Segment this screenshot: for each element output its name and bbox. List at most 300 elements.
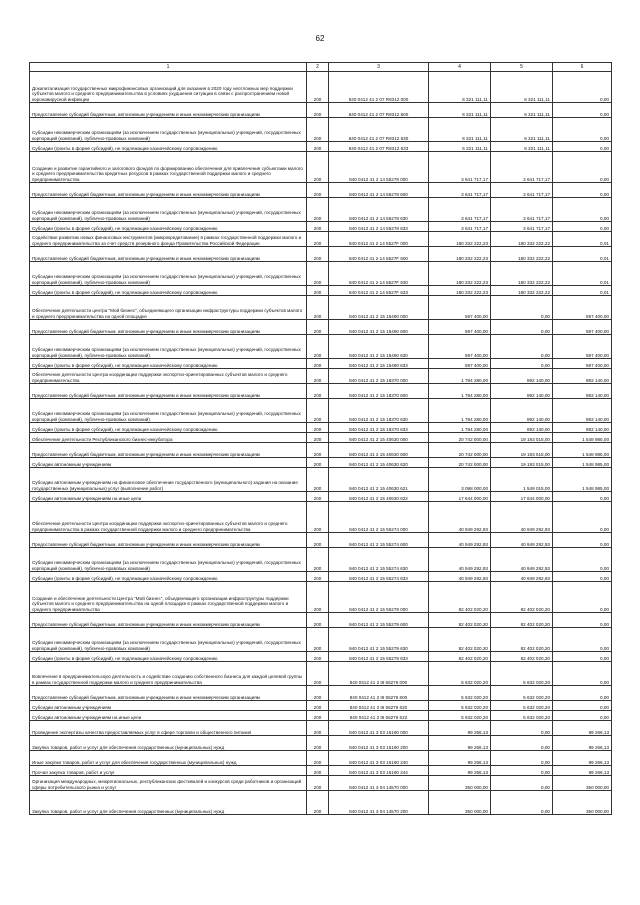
- row-remainder-cell: 99 266,13: [553, 751, 612, 766]
- row-classification-code-cell: 840 0412 41 2 I8 55276 600: [329, 686, 429, 701]
- budget-table-container: [29, 62, 611, 815]
- row-executed-amount-cell: 0,00: [491, 296, 553, 320]
- row-executed-amount-cell: 5 632 020,20: [491, 711, 553, 721]
- row-admin-code-cell: 200: [307, 711, 329, 721]
- row-description-cell: Организация международных, межрегиональных, республиканских фестивалей и конкурсов среди работников и организаций сферы потребительского рынка и услуг: [30, 776, 307, 791]
- row-approved-amount-cell: 40 949 292,93: [429, 533, 491, 548]
- row-classification-code-cell: 840 0412 41 2 07 R8312 000: [329, 72, 429, 103]
- row-remainder-cell: 350 000,00: [553, 791, 612, 815]
- row-executed-amount-cell: 19 193 015,00: [491, 443, 553, 458]
- row-remainder-cell: 0,00: [553, 72, 612, 103]
- row-executed-amount-cell: 0,00: [491, 751, 553, 766]
- row-remainder-cell: 0,00: [553, 492, 612, 502]
- row-remainder-cell: 0,00: [553, 222, 612, 232]
- row-executed-amount-cell: 82 402 020,20: [491, 628, 553, 652]
- row-classification-code-cell: 840 0412 41 2 14 5527F 000: [329, 232, 429, 247]
- row-classification-code-cell: 840 0412 41 2 15 55274 630: [329, 548, 429, 572]
- row-executed-amount-cell: 82 402 020,20: [491, 582, 553, 613]
- row-admin-code-cell: 200: [307, 335, 329, 359]
- row-remainder-cell: 597 400,00: [553, 335, 612, 359]
- row-remainder-cell: 1 548 985,00: [553, 443, 612, 458]
- row-description-cell: Предоставление субсидий бюджетным, автономным учреждениям и иным некоммерческим организациям: [30, 320, 307, 335]
- row-classification-code-cell: 840 0412 41 2 15 55279 633: [329, 652, 429, 662]
- table-row: [30, 118, 612, 142]
- row-description-cell: Предоставление субсидий бюджетным, автономным учреждениям и иным некоммерческим организациям: [30, 686, 307, 701]
- row-remainder-cell: 1 548 985,00: [553, 468, 612, 492]
- table-row: [30, 384, 612, 399]
- row-classification-code-cell: 840 0412 41 2 15 18370 633: [329, 423, 429, 433]
- table-row: [30, 492, 612, 502]
- row-remainder-cell: 0,00: [553, 198, 612, 222]
- row-classification-code-cell: 840 0412 41 2 15 55279 630: [329, 628, 429, 652]
- row-description-cell: Содействие развитию новых финансовых инструментов (микрокредитование) в рамках государственной поддержки малого и среднего предпринимательства за счет средств резервного фонда Правительства Российской Федерации: [30, 232, 307, 247]
- table-row: [30, 766, 612, 776]
- row-admin-code-cell: 200: [307, 222, 329, 232]
- row-executed-amount-cell: 6 321 111,11: [491, 118, 553, 142]
- row-remainder-cell: 0,00: [553, 103, 612, 118]
- row-executed-amount-cell: 0,00: [491, 736, 553, 751]
- row-remainder-cell: 0,00: [553, 686, 612, 701]
- table-row: [30, 776, 612, 791]
- table-row: [30, 613, 612, 628]
- row-remainder-cell: 0,00: [553, 533, 612, 548]
- table-row: [30, 152, 612, 183]
- row-executed-amount-cell: 6 321 111,11: [491, 72, 553, 103]
- row-approved-amount-cell: 1 784 280,00: [429, 423, 491, 433]
- row-description-cell: Прочая закупка товаров, работ и услуг: [30, 766, 307, 776]
- row-description-cell: Субсидии (гранты в форме субсидий), не подлежащие казначейскому сопровождению: [30, 652, 307, 662]
- row-classification-code-cell: 840 0412 41 2 15 18370 600: [329, 384, 429, 399]
- row-approved-amount-cell: 597 400,00: [429, 320, 491, 335]
- row-description-cell: Субсидии некоммерческим организациям (за исключением государственных (муниципальных) учреждений, государственных корпораций (компаний), публично-правовых компаний): [30, 198, 307, 222]
- row-approved-amount-cell: 82 402 020,20: [429, 628, 491, 652]
- table-row: [30, 423, 612, 433]
- row-remainder-cell: 350 000,00: [553, 776, 612, 791]
- table-row: [30, 359, 612, 369]
- row-approved-amount-cell: 180 332 222,23: [429, 247, 491, 262]
- row-admin-code-cell: 200: [307, 152, 329, 183]
- row-description-cell: Субсидии некоммерческим организациям (за исключением государственных (муниципальных) учреждений, государственных корпораций (компаний), публично-правовых компаний): [30, 118, 307, 142]
- row-remainder-cell: 0,00: [553, 142, 612, 152]
- row-approved-amount-cell: 40 949 292,93: [429, 548, 491, 572]
- row-executed-amount-cell: 0,00: [491, 791, 553, 815]
- row-executed-amount-cell: 0,00: [491, 359, 553, 369]
- row-approved-amount-cell: 5 632 020,20: [429, 686, 491, 701]
- row-classification-code-cell: 840 0412 41 2 15 18370 630: [329, 399, 429, 423]
- table-header-row: [30, 63, 612, 72]
- row-remainder-cell: 892 140,00: [553, 384, 612, 399]
- row-description-cell: Обеспечение деятельности центра "Мой бизнес", объединяющего организации инфраструктуры поддержки субъектов малого и среднего предпринимательства на одной площадке: [30, 296, 307, 320]
- row-remainder-cell: 1 548 985,00: [553, 458, 612, 468]
- row-classification-code-cell: 840 0412 41 3 03 15190 240: [329, 751, 429, 766]
- row-admin-code-cell: 200: [307, 72, 329, 103]
- row-admin-code-cell: 200: [307, 232, 329, 247]
- table-row: [30, 247, 612, 262]
- row-description-cell: Предоставление субсидий бюджетным, автономным учреждениям и иным некоммерческим организациям: [30, 183, 307, 198]
- row-approved-amount-cell: 3 641 717,17: [429, 152, 491, 183]
- row-executed-amount-cell: 0,00: [491, 335, 553, 359]
- row-executed-amount-cell: 3 641 717,17: [491, 222, 553, 232]
- column-header: 3: [329, 63, 429, 72]
- row-approved-amount-cell: 6 321 111,11: [429, 72, 491, 103]
- row-executed-amount-cell: 6 321 111,11: [491, 142, 553, 152]
- row-approved-amount-cell: 17 644 000,00: [429, 492, 491, 502]
- table-row: [30, 652, 612, 662]
- row-executed-amount-cell: 180 332 222,22: [491, 262, 553, 286]
- row-description-cell: Субсидии автономным учреждениям: [30, 701, 307, 711]
- row-admin-code-cell: 200: [307, 286, 329, 296]
- row-admin-code-cell: 200: [307, 399, 329, 423]
- row-admin-code-cell: 200: [307, 751, 329, 766]
- row-classification-code-cell: 840 0412 41 2 07 R8312 633: [329, 142, 429, 152]
- row-remainder-cell: 0,00: [553, 711, 612, 721]
- row-approved-amount-cell: 6 321 111,11: [429, 142, 491, 152]
- row-remainder-cell: 0,01: [553, 247, 612, 262]
- row-executed-amount-cell: 892 140,00: [491, 384, 553, 399]
- row-remainder-cell: 0,00: [553, 628, 612, 652]
- table-row: [30, 72, 612, 103]
- row-admin-code-cell: 200: [307, 548, 329, 572]
- row-approved-amount-cell: 3 641 717,17: [429, 183, 491, 198]
- row-executed-amount-cell: 180 332 222,22: [491, 232, 553, 247]
- row-remainder-cell: 0,00: [553, 572, 612, 582]
- row-admin-code-cell: 200: [307, 433, 329, 443]
- table-row: [30, 433, 612, 443]
- row-description-cell: Субсидии (гранты в форме субсидий), не подлежащие казначейскому сопровождению: [30, 359, 307, 369]
- row-description-cell: Субсидии (гранты в форме субсидий), не подлежащие казначейскому сопровождению: [30, 572, 307, 582]
- table-row: [30, 502, 612, 533]
- row-remainder-cell: 0,01: [553, 232, 612, 247]
- row-approved-amount-cell: 5 632 020,20: [429, 701, 491, 711]
- table-row: [30, 369, 612, 384]
- row-classification-code-cell: 840 0412 41 2 14 5527F 630: [329, 262, 429, 286]
- row-classification-code-cell: 840 0412 41 2 14 55278 630: [329, 198, 429, 222]
- row-approved-amount-cell: 82 402 020,20: [429, 582, 491, 613]
- row-approved-amount-cell: 597 400,00: [429, 359, 491, 369]
- row-classification-code-cell: 840 0412 41 2 15 55279 600: [329, 613, 429, 628]
- table-row: [30, 443, 612, 458]
- row-admin-code-cell: 200: [307, 247, 329, 262]
- row-executed-amount-cell: 892 140,00: [491, 399, 553, 423]
- table-row: [30, 262, 612, 286]
- row-approved-amount-cell: 3 641 717,17: [429, 222, 491, 232]
- row-description-cell: Создание и развитие гарантийного и залогового фондов по формированию обеспечения для привлечения субъектами малого и среднего предпринимательства кредитных ресурсов в рамках государственной поддержки малого и среднего предпринимательства: [30, 152, 307, 183]
- row-admin-code-cell: 200: [307, 766, 329, 776]
- row-admin-code-cell: 200: [307, 423, 329, 433]
- row-description-cell: Предоставление субсидий бюджетным, автономным учреждениям и иным некоммерческим организациям: [30, 613, 307, 628]
- column-header: 4: [429, 63, 491, 72]
- row-approved-amount-cell: 99 266,13: [429, 751, 491, 766]
- table-row: [30, 628, 612, 652]
- table-row: [30, 335, 612, 359]
- table-row: [30, 103, 612, 118]
- row-admin-code-cell: 200: [307, 582, 329, 613]
- row-executed-amount-cell: 3 641 717,17: [491, 183, 553, 198]
- row-description-cell: Субсидии автономным учреждениям на иные цели: [30, 492, 307, 502]
- row-approved-amount-cell: 597 400,00: [429, 335, 491, 359]
- row-approved-amount-cell: 350 000,00: [429, 791, 491, 815]
- row-classification-code-cell: 840 0412 41 2 14 55278 600: [329, 183, 429, 198]
- row-classification-code-cell: 840 0412 41 2 15 55274 600: [329, 533, 429, 548]
- row-approved-amount-cell: 99 266,13: [429, 766, 491, 776]
- row-remainder-cell: 0,00: [553, 613, 612, 628]
- row-approved-amount-cell: 20 742 000,00: [429, 443, 491, 458]
- row-classification-code-cell: 840 0412 41 3 03 15190 244: [329, 766, 429, 776]
- budget-table: [29, 62, 612, 815]
- row-classification-code-cell: 840 0412 41 3 03 15190 000: [329, 721, 429, 736]
- row-classification-code-cell: 840 0412 41 2 14 55278 633: [329, 222, 429, 232]
- row-classification-code-cell: 840 0412 41 2 15 15490 630: [329, 335, 429, 359]
- table-row: [30, 736, 612, 751]
- row-description-cell: Субсидии автономным учреждениям на иные цели: [30, 711, 307, 721]
- row-executed-amount-cell: 5 632 020,20: [491, 686, 553, 701]
- row-description-cell: Докапитализация государственных микрофинансовых организаций для оказания в 2020 году неотложных мер поддержки субъектов малого и среднего предпринимательства в условиях ухудшения ситуации в связи с распространением новой коронавирусной инфекции: [30, 72, 307, 103]
- row-description-cell: Субсидии (гранты в форме субсидий), не подлежащие казначейскому сопровождению: [30, 286, 307, 296]
- row-remainder-cell: 892 140,00: [553, 423, 612, 433]
- row-description-cell: Иные закупки товаров, работ и услуг для обеспечения государственных (муниципальных) нужд: [30, 751, 307, 766]
- row-remainder-cell: 0,00: [553, 652, 612, 662]
- row-description-cell: Субсидии (гранты в форме субсидий), не подлежащие казначейскому сопровождению: [30, 142, 307, 152]
- row-description-cell: Проведение экспертизы качества предоставляемых услуг в сфере торговли и общественного питания: [30, 721, 307, 736]
- row-approved-amount-cell: 6 321 111,11: [429, 103, 491, 118]
- column-header: 5: [491, 63, 553, 72]
- row-executed-amount-cell: 0,00: [491, 776, 553, 791]
- row-remainder-cell: 0,00: [553, 701, 612, 711]
- row-executed-amount-cell: 180 332 222,22: [491, 247, 553, 262]
- row-admin-code-cell: 200: [307, 533, 329, 548]
- row-remainder-cell: 99 266,13: [553, 736, 612, 751]
- row-executed-amount-cell: 0,00: [491, 721, 553, 736]
- row-classification-code-cell: 840 0412 41 2 15 18370 000: [329, 369, 429, 384]
- row-approved-amount-cell: 82 402 020,20: [429, 652, 491, 662]
- row-admin-code-cell: 200: [307, 776, 329, 791]
- row-approved-amount-cell: 180 332 222,23: [429, 286, 491, 296]
- row-executed-amount-cell: 1 549 015,00: [491, 468, 553, 492]
- column-header: 6: [553, 63, 612, 72]
- row-admin-code-cell: 200: [307, 572, 329, 582]
- row-admin-code-cell: 200: [307, 183, 329, 198]
- table-row: [30, 320, 612, 335]
- row-approved-amount-cell: 20 742 000,00: [429, 433, 491, 443]
- table-row: [30, 296, 612, 320]
- table-row: [30, 198, 612, 222]
- row-admin-code-cell: 200: [307, 262, 329, 286]
- row-admin-code-cell: 200: [307, 502, 329, 533]
- row-approved-amount-cell: 82 402 020,20: [429, 613, 491, 628]
- row-approved-amount-cell: 1 784 280,00: [429, 369, 491, 384]
- row-description-cell: Обеспечение деятельности Центра координации поддержки экспортно-ориентированных субъектов малого и среднего предпринимательства: [30, 369, 307, 384]
- row-approved-amount-cell: 20 742 000,00: [429, 458, 491, 468]
- table-row: [30, 582, 612, 613]
- row-description-cell: Создание и обеспечение деятельности Центра "Мой бизнес", объединяющего организации инфраструктуры поддержки субъектов малого и среднего предпринимательства на одной площадке в рамках государственной поддержки малого и среднего предпринимательства: [30, 582, 307, 613]
- table-row: [30, 686, 612, 701]
- row-description-cell: Субсидии некоммерческим организациям (за исключением государственных (муниципальных) учреждений, государственных корпораций (компаний), публично-правовых компаний): [30, 262, 307, 286]
- row-approved-amount-cell: 597 400,00: [429, 296, 491, 320]
- row-description-cell: Субсидии (гранты в форме субсидий), не подлежащие казначейскому сопровождению: [30, 423, 307, 433]
- row-remainder-cell: 99 266,13: [553, 766, 612, 776]
- row-description-cell: Обеспечение деятельности Центра координации поддержки экспортно-ориентированных субъектов малого и среднего предпринимательства в рамках государственной поддержки малого и среднего предпринимательства: [30, 502, 307, 533]
- row-executed-amount-cell: 180 332 222,22: [491, 286, 553, 296]
- row-executed-amount-cell: 40 949 292,93: [491, 572, 553, 582]
- row-remainder-cell: 0,01: [553, 286, 612, 296]
- row-executed-amount-cell: 892 140,00: [491, 423, 553, 433]
- table-row: [30, 751, 612, 766]
- row-approved-amount-cell: 180 332 222,23: [429, 262, 491, 286]
- row-admin-code-cell: 200: [307, 384, 329, 399]
- row-description-cell: Субсидии некоммерческим организациям (за исключением государственных (муниципальных) учреждений, государственных корпораций (компаний), публично-правовых компаний): [30, 335, 307, 359]
- row-description-cell: Предоставление субсидий бюджетным, автономным учреждениям и иным некоммерческим организациям: [30, 443, 307, 458]
- row-admin-code-cell: 200: [307, 701, 329, 711]
- row-admin-code-cell: 200: [307, 791, 329, 815]
- row-remainder-cell: 597 400,00: [553, 320, 612, 335]
- row-classification-code-cell: 840 0412 41 2 I8 55276 622: [329, 711, 429, 721]
- row-admin-code-cell: 200: [307, 458, 329, 468]
- row-description-cell: Субсидии некоммерческим организациям (за исключением государственных (муниципальных) учреждений, государственных корпораций (компаний), публично-правовых компаний): [30, 399, 307, 423]
- page-number: 62: [315, 34, 325, 43]
- row-classification-code-cell: 840 0412 41 2 07 R8312 630: [329, 118, 429, 142]
- table-row: [30, 701, 612, 711]
- row-classification-code-cell: 840 0412 41 2 07 R8312 600: [329, 103, 429, 118]
- row-remainder-cell: 1 548 985,00: [553, 433, 612, 443]
- column-header: 2: [307, 63, 329, 72]
- row-classification-code-cell: 840 0412 41 3 03 15190 200: [329, 736, 429, 751]
- row-remainder-cell: 0,00: [553, 502, 612, 533]
- table-row: [30, 142, 612, 152]
- table-row: [30, 286, 612, 296]
- table-row: [30, 548, 612, 572]
- row-classification-code-cell: 840 0412 41 2 15 40630 621: [329, 468, 429, 492]
- row-approved-amount-cell: 40 949 292,93: [429, 502, 491, 533]
- row-description-cell: Закупка товаров, работ и услуг для обеспечения государственных (муниципальных) нужд: [30, 736, 307, 751]
- row-description-cell: Закупка товаров, работ и услуг для обеспечения государственных (муниципальных) нужд: [30, 791, 307, 815]
- row-admin-code-cell: 200: [307, 652, 329, 662]
- table-row: [30, 458, 612, 468]
- row-remainder-cell: 892 140,00: [553, 369, 612, 384]
- row-admin-code-cell: 200: [307, 198, 329, 222]
- row-admin-code-cell: 200: [307, 736, 329, 751]
- row-executed-amount-cell: 3 641 717,17: [491, 152, 553, 183]
- row-classification-code-cell: 840 0412 41 2 15 40630 000: [329, 433, 429, 443]
- row-description-cell: Субсидии (гранты в форме субсидий), не подлежащие казначейскому сопровождению: [30, 222, 307, 232]
- row-executed-amount-cell: 3 641 717,17: [491, 198, 553, 222]
- row-classification-code-cell: 840 0412 41 2 14 5527F 633: [329, 286, 429, 296]
- row-approved-amount-cell: 99 266,13: [429, 721, 491, 736]
- row-admin-code-cell: 200: [307, 492, 329, 502]
- row-admin-code-cell: 200: [307, 662, 329, 686]
- row-executed-amount-cell: 40 949 292,93: [491, 548, 553, 572]
- table-body: [30, 72, 612, 815]
- row-remainder-cell: 597 400,00: [553, 296, 612, 320]
- row-approved-amount-cell: 40 949 292,93: [429, 572, 491, 582]
- row-description-cell: Субсидии некоммерческим организациям (за исключением государственных (муниципальных) учреждений, государственных корпораций (компаний), публично-правовых компаний): [30, 548, 307, 572]
- row-classification-code-cell: 840 0412 41 2 15 40630 620: [329, 458, 429, 468]
- row-description-cell: Вовлечение в предпринимательскую деятельность и содействие созданию собственного бизнеса для каждой целевой группы в рамках государственной поддержки малого и среднего предпринимательства: [30, 662, 307, 686]
- row-approved-amount-cell: 99 266,13: [429, 736, 491, 751]
- row-classification-code-cell: 840 0412 41 3 04 14570 200: [329, 791, 429, 815]
- row-admin-code-cell: 200: [307, 320, 329, 335]
- column-header: 1: [30, 63, 307, 72]
- row-description-cell: Субсидии автономным учреждениям на финансовое обеспечение государственного (муниципального) задания на оказание государственных (муниципальных) услуг (выполнение работ): [30, 468, 307, 492]
- row-executed-amount-cell: 892 140,00: [491, 369, 553, 384]
- row-executed-amount-cell: 17 644 000,00: [491, 492, 553, 502]
- row-admin-code-cell: 200: [307, 443, 329, 458]
- table-row: [30, 399, 612, 423]
- row-description-cell: Субсидии некоммерческим организациям (за исключением государственных (муниципальных) учреждений, государственных корпораций (компаний), публично-правовых компаний): [30, 628, 307, 652]
- row-admin-code-cell: 200: [307, 296, 329, 320]
- row-approved-amount-cell: 5 632 020,20: [429, 711, 491, 721]
- row-remainder-cell: 0,00: [553, 582, 612, 613]
- row-executed-amount-cell: 40 949 292,93: [491, 533, 553, 548]
- row-remainder-cell: 892 140,00: [553, 399, 612, 423]
- row-description-cell: Предоставление субсидий бюджетным, автономным учреждениям и иным некоммерческим организациям: [30, 533, 307, 548]
- row-executed-amount-cell: 19 193 015,00: [491, 458, 553, 468]
- row-admin-code-cell: 200: [307, 142, 329, 152]
- row-admin-code-cell: 200: [307, 468, 329, 492]
- row-remainder-cell: 0,00: [553, 152, 612, 183]
- row-approved-amount-cell: 3 098 000,00: [429, 468, 491, 492]
- table-row: [30, 183, 612, 198]
- row-remainder-cell: 0,00: [553, 183, 612, 198]
- row-remainder-cell: 0,00: [553, 548, 612, 572]
- table-row: [30, 721, 612, 736]
- row-remainder-cell: 0,00: [553, 118, 612, 142]
- row-approved-amount-cell: 1 784 280,00: [429, 399, 491, 423]
- row-classification-code-cell: 840 0412 41 2 I8 55276 000: [329, 662, 429, 686]
- row-description-cell: Предоставление субсидий бюджетным, автономным учреждениям и иным некоммерческим организациям: [30, 384, 307, 399]
- row-executed-amount-cell: 82 402 020,20: [491, 613, 553, 628]
- row-description-cell: Предоставление субсидий бюджетным, автономным учреждениям и иным некоммерческим организациям: [30, 247, 307, 262]
- table-row: [30, 533, 612, 548]
- row-executed-amount-cell: 6 321 111,11: [491, 103, 553, 118]
- row-admin-code-cell: 200: [307, 686, 329, 701]
- row-classification-code-cell: 840 0412 41 2 I8 55276 620: [329, 701, 429, 711]
- row-executed-amount-cell: 19 193 015,00: [491, 433, 553, 443]
- table-row: [30, 791, 612, 815]
- row-admin-code-cell: 200: [307, 103, 329, 118]
- row-classification-code-cell: 840 0412 41 2 15 15490 000: [329, 296, 429, 320]
- row-classification-code-cell: 840 0412 41 2 15 55279 000: [329, 582, 429, 613]
- row-remainder-cell: 99 266,13: [553, 721, 612, 736]
- row-classification-code-cell: 840 0412 41 2 15 55274 000: [329, 502, 429, 533]
- row-admin-code-cell: 200: [307, 369, 329, 384]
- row-approved-amount-cell: 1 784 280,00: [429, 384, 491, 399]
- row-remainder-cell: 597 400,00: [553, 359, 612, 369]
- table-row: [30, 662, 612, 686]
- row-classification-code-cell: 840 0412 41 2 15 15490 633: [329, 359, 429, 369]
- row-executed-amount-cell: 40 949 292,93: [491, 502, 553, 533]
- row-executed-amount-cell: 5 632 020,20: [491, 662, 553, 686]
- row-approved-amount-cell: 6 321 111,11: [429, 118, 491, 142]
- row-classification-code-cell: 840 0412 41 2 15 40630 600: [329, 443, 429, 458]
- row-executed-amount-cell: 0,00: [491, 320, 553, 335]
- table-row: [30, 572, 612, 582]
- row-admin-code-cell: 200: [307, 613, 329, 628]
- row-approved-amount-cell: 350 000,00: [429, 776, 491, 791]
- row-approved-amount-cell: 3 641 717,17: [429, 198, 491, 222]
- row-admin-code-cell: 200: [307, 721, 329, 736]
- row-executed-amount-cell: 5 632 020,20: [491, 701, 553, 711]
- row-classification-code-cell: 840 0412 41 2 15 15490 600: [329, 320, 429, 335]
- row-approved-amount-cell: 5 632 020,20: [429, 662, 491, 686]
- row-remainder-cell: 0,00: [553, 662, 612, 686]
- row-description-cell: Субсидии автономным учреждениям: [30, 458, 307, 468]
- row-classification-code-cell: 840 0412 41 2 15 40630 622: [329, 492, 429, 502]
- row-executed-amount-cell: 82 402 020,20: [491, 652, 553, 662]
- row-admin-code-cell: 200: [307, 628, 329, 652]
- row-admin-code-cell: 200: [307, 359, 329, 369]
- row-admin-code-cell: 200: [307, 118, 329, 142]
- row-classification-code-cell: 840 0412 41 2 14 55278 000: [329, 152, 429, 183]
